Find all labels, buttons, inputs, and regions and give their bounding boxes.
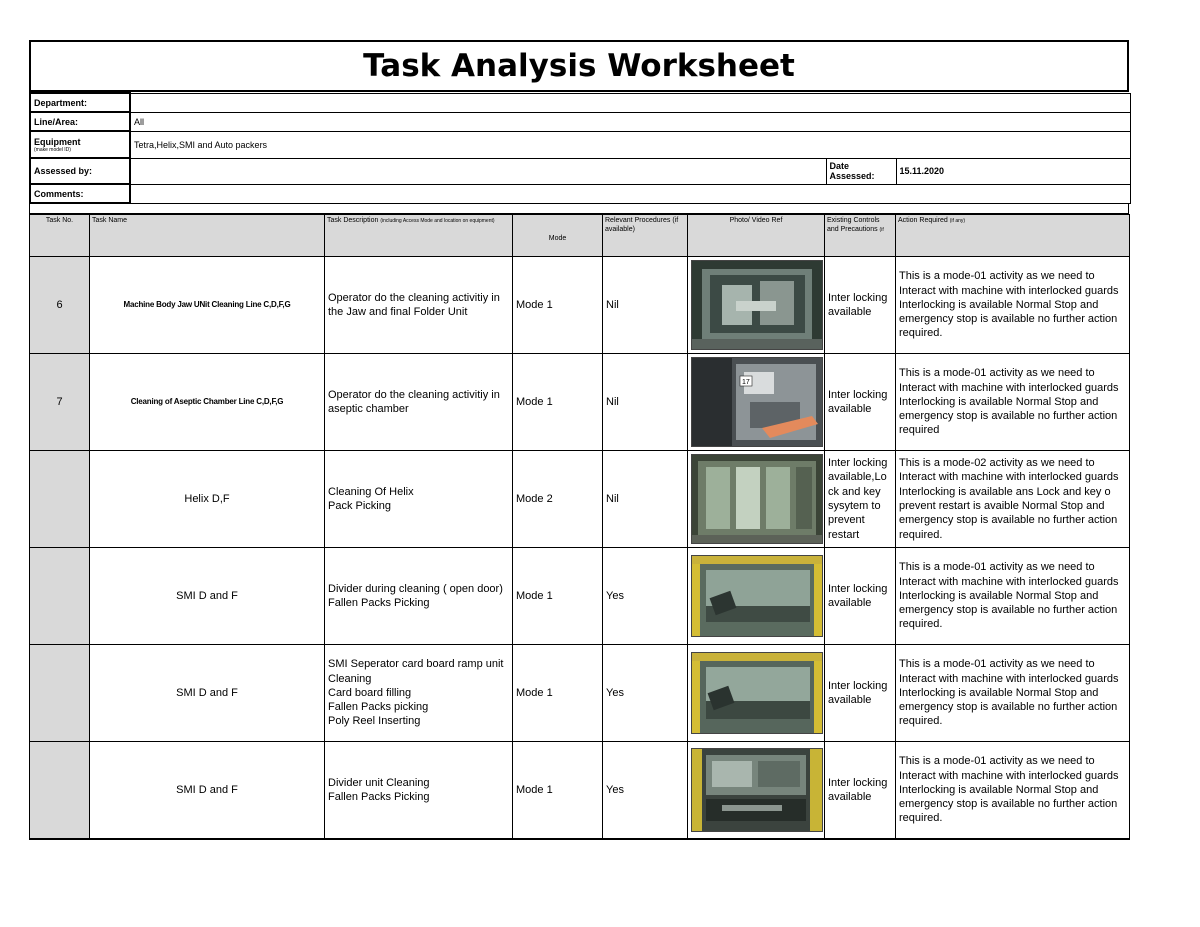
table-row	[30, 645, 1130, 742]
col-task-desc-label: Task Description	[327, 217, 379, 224]
assessed-by-label: Assessed by:	[30, 158, 130, 184]
task-procedures: Yes	[603, 548, 688, 645]
task-action: This is a mode-01 activity as we need to Interact with machine with interlocked guards Interlocking is available Normal Stop and emergency stop is available no further action required.	[896, 742, 1130, 840]
task-procedures: Nil	[603, 257, 688, 354]
task-description: Divider unit Cleaning Fallen Packs Picking	[325, 742, 513, 840]
task-controls: Inter locking available	[825, 354, 896, 451]
date-value[interactable]: 15.11.2020	[896, 158, 1130, 184]
department-value[interactable]	[130, 93, 1130, 112]
task-name: SMI D and F	[90, 742, 325, 840]
task-name: Cleaning of Aseptic Chamber Line C,D,F,G	[90, 354, 325, 451]
title-box	[29, 40, 1129, 92]
comments-value[interactable]	[130, 184, 1130, 203]
worksheet	[29, 40, 1129, 840]
col-action	[896, 215, 1130, 257]
task-table	[29, 214, 1130, 840]
table-row	[30, 742, 1130, 840]
col-action-note: (if any)	[949, 218, 966, 224]
task-mode: Mode 1	[513, 548, 603, 645]
task-procedures: Nil	[603, 451, 688, 548]
task-no	[30, 451, 90, 548]
task-mode: Mode 2	[513, 451, 603, 548]
col-task-no: Task No.	[30, 215, 90, 257]
table-row	[30, 451, 1130, 548]
task-mode: Mode 1	[513, 257, 603, 354]
equipment-label: Equipment	[34, 136, 81, 147]
task-no	[30, 548, 90, 645]
task-controls: Inter locking available,Lo ck and key sysytem to prevent restart	[825, 451, 896, 548]
task-action: This is a mode-01 activity as we need to Interact with machine with interlocked guards Interlocking is available Normal Stop and emergency stop is available no further action required.	[896, 257, 1130, 354]
date-label: Date Assessed:	[826, 158, 896, 184]
line-label: Line/Area:	[30, 112, 130, 131]
task-description: Divider during cleaning ( open door) Fallen Packs Picking	[325, 548, 513, 645]
photo-label-17: 17	[742, 379, 750, 386]
task-action: This is a mode-02 activity as we need to Interact with machine with interlocked guards Interlocking is available ans Lock and key o prevent restart is avaible Normal Stop and emergency stop is available no further action required.	[896, 451, 1130, 548]
task-no	[30, 645, 90, 742]
spacer-row	[29, 204, 1129, 214]
col-procedures: Relevant Procedures (if available)	[603, 215, 688, 257]
col-task-desc	[325, 215, 513, 257]
task-controls: Inter locking available	[825, 257, 896, 354]
task-name: SMI D and F	[90, 645, 325, 742]
col-task-desc-note: (including Access Mode and location on equipment)	[380, 218, 495, 224]
task-no: 7	[30, 354, 90, 451]
task-mode: Mode 1	[513, 742, 603, 840]
task-photo-cell	[688, 451, 825, 548]
task-no	[30, 742, 90, 840]
table-row	[30, 354, 1130, 451]
col-photo: Photo/ Video Ref	[688, 215, 825, 257]
task-photo-cell	[688, 548, 825, 645]
task-procedures: Yes	[603, 645, 688, 742]
task-mode: Mode 1	[513, 645, 603, 742]
task-description: Operator do the cleaning activitiy in the Jaw and final Folder Unit	[325, 257, 513, 354]
col-action-label: Action Required	[898, 217, 948, 224]
col-mode: Mode	[513, 215, 603, 257]
task-description: SMI Seperator card board ramp unit Cleaning Card board filling Fallen Packs picking Poly Reel Inserting	[325, 645, 513, 742]
task-description: Operator do the cleaning activitiy in aseptic chamber	[325, 354, 513, 451]
task-name: SMI D and F	[90, 548, 325, 645]
equipment-value[interactable]: Tetra,Helix,SMI and Auto packers	[130, 131, 1130, 158]
task-action: This is a mode-01 activity as we need to Interact with machine with interlocked guards Interlocking is available Normal Stop and emergency stop is available no further action required.	[896, 548, 1130, 645]
task-procedures: Yes	[603, 742, 688, 840]
aseptic-chamber-photo[interactable]	[691, 357, 823, 447]
department-label: Department:	[30, 93, 130, 112]
helix-machine-photo[interactable]	[691, 454, 823, 544]
info-table	[29, 92, 1131, 204]
equipment-sublabel: (make model ID)	[34, 146, 71, 153]
task-action: This is a mode-01 activity as we need to Interact with machine with interlocked guards Interlocking is available Normal Stop and emergency stop is available no further action required	[896, 354, 1130, 451]
smi-divider-unit-photo[interactable]	[691, 748, 823, 832]
task-photo-cell	[688, 257, 825, 354]
task-controls: Inter locking available	[825, 548, 896, 645]
task-name: Helix D,F	[90, 451, 325, 548]
col-controls-label: Existing Controls and Precautions	[827, 217, 880, 233]
col-controls	[825, 215, 896, 257]
smi-separator-photo[interactable]	[691, 652, 823, 734]
task-no: 6	[30, 257, 90, 354]
task-description: Cleaning Of Helix Pack Picking	[325, 451, 513, 548]
task-photo-cell	[688, 354, 825, 451]
col-controls-note: (if	[879, 226, 884, 233]
task-photo-cell	[688, 645, 825, 742]
task-name: Machine Body Jaw UNit Cleaning Line C,D,F,G	[90, 257, 325, 354]
task-controls: Inter locking available	[825, 742, 896, 840]
task-mode: Mode 1	[513, 354, 603, 451]
page-title: Task Analysis Worksheet	[363, 48, 795, 84]
machine-jaw-unit-photo[interactable]	[691, 260, 823, 350]
task-action: This is a mode-01 activity as we need to Interact with machine with interlocked guards Interlocking is available Normal Stop and emergency stop is available no further action required.	[896, 645, 1130, 742]
task-procedures: Nil	[603, 354, 688, 451]
line-value[interactable]: All	[130, 112, 1130, 131]
comments-label: Comments:	[30, 184, 130, 203]
task-controls: Inter locking available	[825, 645, 896, 742]
col-task-name: Task Name	[90, 215, 325, 257]
equipment-label-cell	[30, 131, 130, 158]
table-row	[30, 257, 1130, 354]
assessed-by-value[interactable]	[130, 158, 826, 184]
task-photo-cell	[688, 742, 825, 840]
table-row	[30, 548, 1130, 645]
smi-divider-photo[interactable]	[691, 555, 823, 637]
